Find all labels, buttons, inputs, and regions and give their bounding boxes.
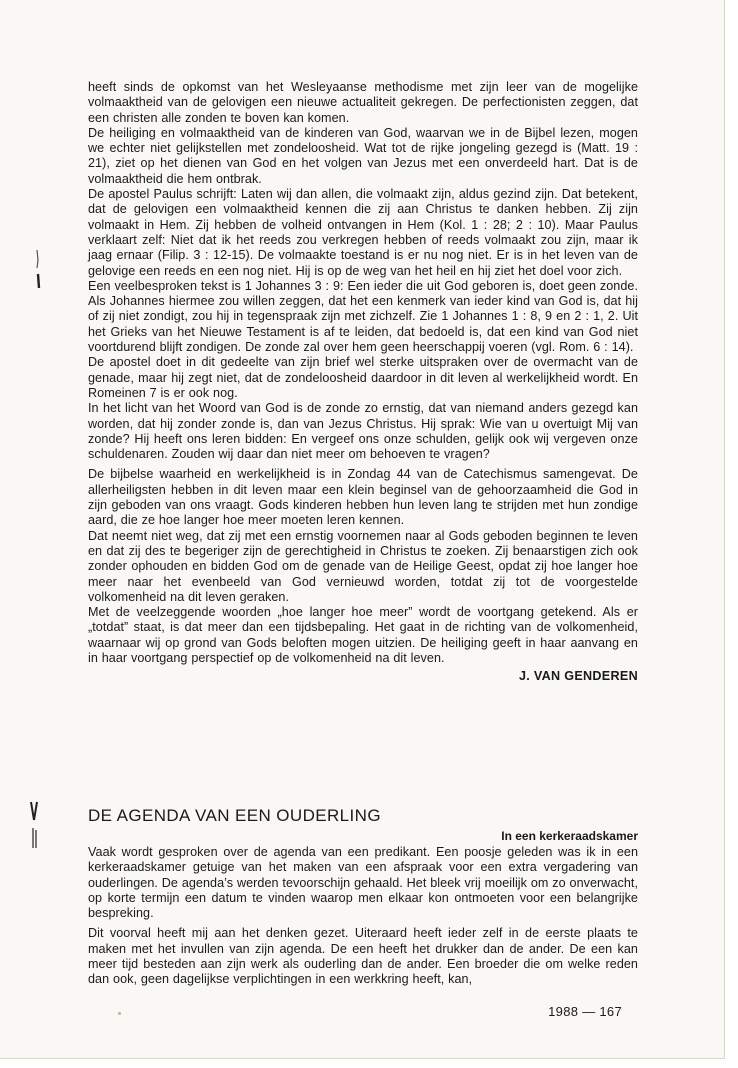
paragraph: De bijbelse waarheid en werkelijkheid is in Zondag 44 van de Catechismus samengevat. De allerheiligsten hebben in dit leven maar een klein beginsel van de gehoorzaamheid die God in zijn geboden van ons vraagt. Gods kinderen hebben hun leven lang te strijden met hun zondige aard, die ze hoe langer hoe meer moeten leren kennen. [88, 467, 638, 528]
margin-mark-top [34, 248, 42, 290]
author-signature: J. VAN GENDEREN [518, 669, 638, 684]
paragraph: Dit voorval heeft mij aan het denken gezet. Uiteraard heeft ieder zelf in de eerste plaats te maken met het invullen van zijn agenda. De een heeft het drukker dan de ander. De een kan meer tijd besteden aan zijn werk als ouderling dan de ander. Een broeder die om welke reden dan ook, geen dagelijkse verplichtingen in een werkkring heeft, kan, [88, 926, 638, 987]
paragraph: De heiliging en volmaaktheid van de kinderen van God, waarvan we in de Bijbel lezen, mogen we echter niet gelijkstellen met zondeloosheid. Wat tot de rijke jongeling gezegd is (Matt. 19 : 21), ziet op het dienen van God en het volgen van Jezus met een onverdeeld hart. Dat is de volmaaktheid die hem ontbrak. [88, 125, 638, 186]
paragraph: De apostel doet in dit gedeelte van zijn brief wel sterke uitspraken over de overmacht van de genade, maar hij zegt niet, dat de zondeloosheid daardoor in dit leven al werkelijkheid wordt. En Romeinen 7 is er ook nog. [88, 355, 638, 400]
paragraph: Een veelbesproken tekst is 1 Johannes 3 : 9: Een ieder die uit God geboren is, doet geen zonde. Als Johannes hiermee zou willen zeggen, dat het een kenmerk van ieder kind van God is, dat hij of zij niet zondigt, zou hij in tegenspraak zijn met zichzelf. Zie 1 Johannes 1 : 8, 9 en 2 : 1, 2. Uit het Grieks van het Nieuwe Testament is af te leiden, dat bedoeld is, dat een kind van God niet voortdurend blijft zondigen. De zonde zal over hem geen heerschappij voeren (vgl. Rom. 6 : 14). [88, 278, 638, 355]
paragraph: Vaak wordt gesproken over de agenda van een predikant. Een poosje geleden was ik in een kerkeraadskamer getuige van het maken van een afspraak voor een extra vergadering van ouderlingen. De agenda’s werden tevoorschijn gehaald. Het bleek vrij moeilijk om zo onverwacht, op korte termijn een datum te vinden waarop men elkaar kon ontmoeten voor een belangrijke bespreking. [88, 845, 638, 921]
margin-mark-bottom [28, 800, 40, 850]
paragraph: Dat neemt niet weg, dat zij met een ernstig voornemen naar al Gods geboden beginnen te leven en dat zij des te begeriger zijn de gerechtigheid in Christus te zoeken. Zij benaarstigen zich ook zonder ophouden en bidden God om de genade van de Heilige Geest, opdat zij hoe langer hoe meer naar het evenbeeld van God vernieuwd worden, totdat zij tot de voorgestelde volkomenheid na dit leven geraken. [88, 528, 638, 604]
article-body-bottom [88, 845, 638, 988]
paragraph: In het licht van het Woord van God is de zonde zo ernstig, dat van niemand anders gezegd kan worden, dat hij zonder zonde is, dan van Jezus Christus. Hij sprak: Wie van u overtuigt Mij van zonde? Hij heeft ons leren bidden: En vergeef ons onze schulden, gelijk ook wij vergeven onze schuldenaren. Zouden wij daar dan niet meer om behoeven te vragen? [88, 401, 638, 462]
paragraph: heeft sinds de opkomst van het Wesleyaanse methodisme met zijn leer van de mogelijke volmaaktheid van de gelovigen een nieuwe actualiteit gekregen. De perfectionisten zeggen, dat een christen alle zonden te boven kan komen. [88, 80, 638, 125]
paragraph: Met de veelzeggende woorden „hoe langer hoe meer” wordt de voortgang getekend. Als er „totdat” staat, is dat meer dan een tijdsbepaling. Het gaat in de richting van de volkomenheid, waarnaar wij op grond van Gods beloften mogen uitzien. De heiliging geeft in haar aanvang en in haar voortgang perspectief op de volkomenheid na dit leven. [88, 605, 638, 665]
article-body-top [88, 80, 638, 683]
paper-speck [118, 1012, 121, 1015]
page-number: 1988 — 167 [548, 1004, 622, 1019]
article-subtitle: In een kerkeraadskamer [501, 829, 638, 843]
article-title: DE AGENDA VAN EEN OUDERLING [88, 806, 381, 825]
paragraph: De apostel Paulus schrijft: Laten wij dan allen, die volmaakt zijn, aldus gezind zijn. Dat betekent, dat de gelovigen een volmaaktheid kennen die zij aan Christus te danken hebben. Zij zijn volmaakt in Hem. Zij hebben de volheid ontvangen in Hem (Kol. 1 : 28; 2 : 10). Maar Paulus verklaart zelf: Niet dat ik het reeds zou verkregen hebben of reeds volmaakt zou zijn, maar ik jaag ernaar (Filip. 3 : 12-15). De volmaakte toestand is er nu nog niet. Er is in het leven van de gelovige een reeds en een nog niet. Hij is op de weg van het heil en hij ziet het doel voor zich. [88, 187, 638, 278]
